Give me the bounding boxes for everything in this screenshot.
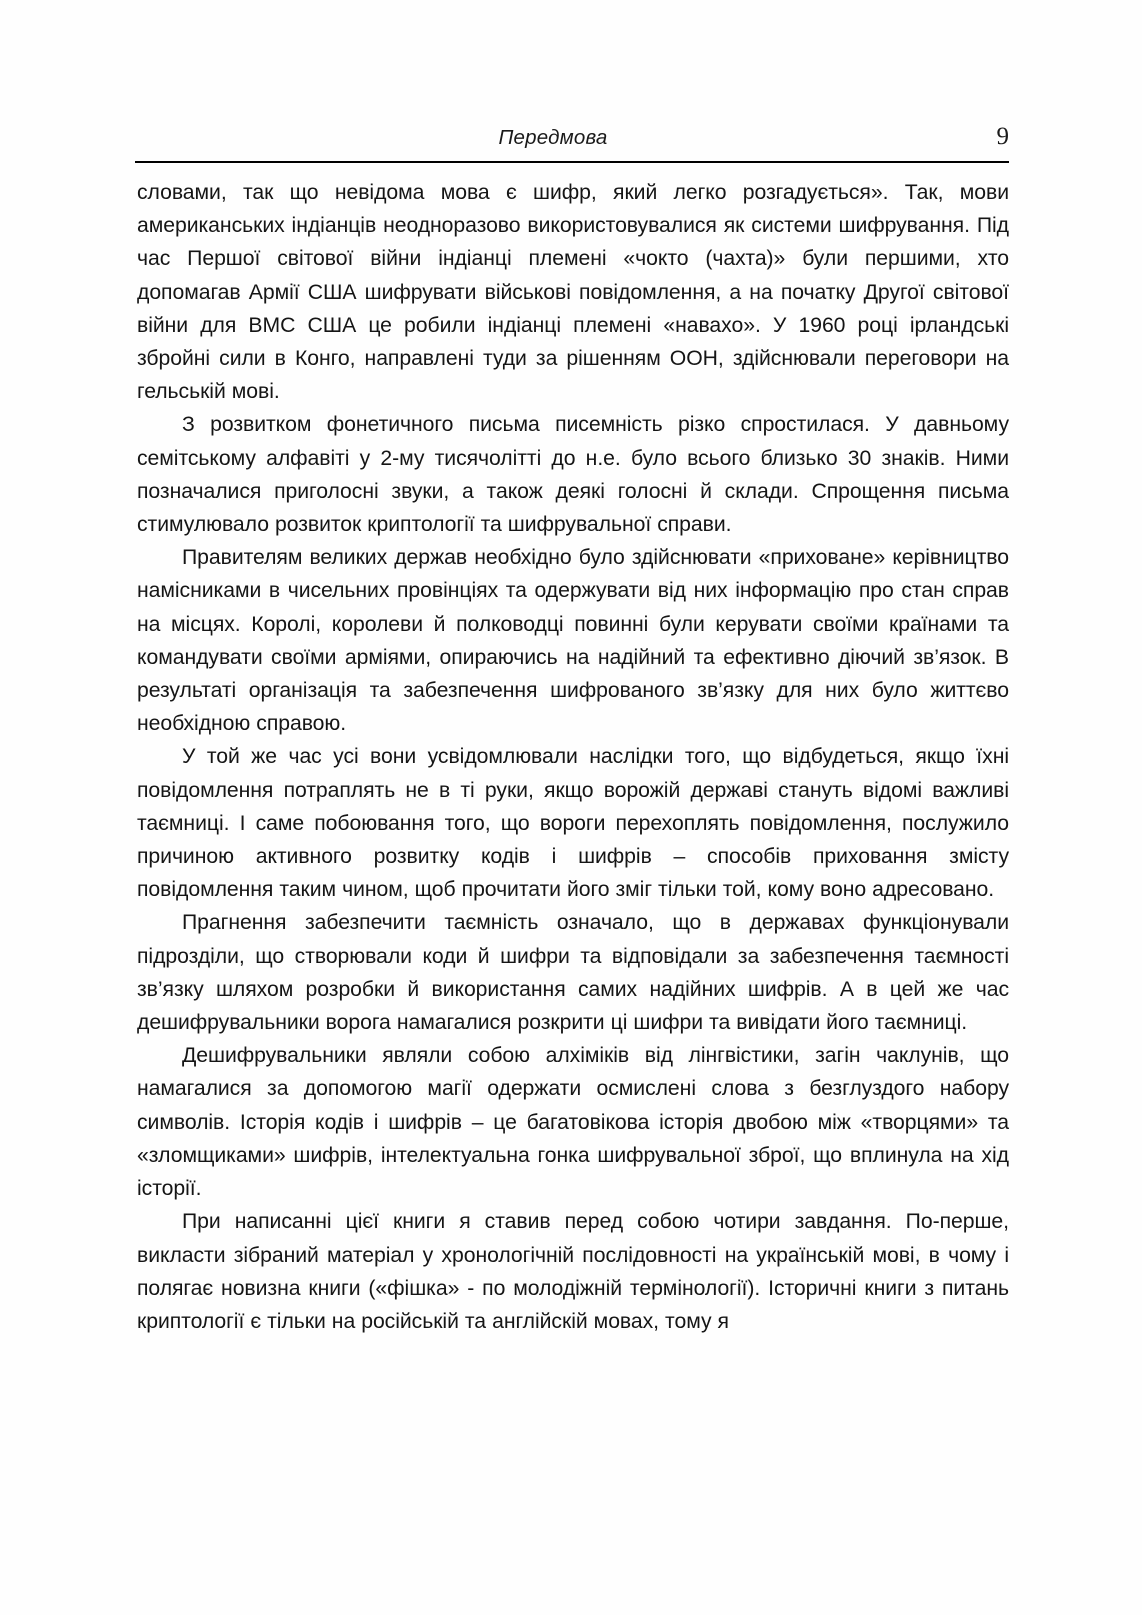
header-divider bbox=[135, 161, 1009, 163]
page-number: 9 bbox=[996, 123, 1009, 150]
paragraph: словами, так що невідома мова є шифр, який легко розгадується». Так, мови американських індіанців неодноразово використовувалися як системи шифрування. Під час Першої світової війни індіанці племені «чокто (чахта)» були першими, хто допомагав Армії США шифрувати військові повідомлення, а на початку Другої світової війни для ВМС США це робили індіанці племені «навахо». У 1960 році ірландські збройні сили в Конго, направлені туди за рішенням ООН, здійснювали переговори на гельській мові. bbox=[137, 181, 1009, 404]
running-head: Передмова bbox=[498, 126, 608, 149]
paragraph: З розвитком фонетичного письма писемність різко спростилася. У давньому семітському алфавіті у 2-му тисячолітті до н.е. було всього близько 30 знаків. Ними позначалися приголосні звуки, а також деякі голосні й склади. Спрощення письма стимулювало розвиток криптології та шифрувальної справи. bbox=[137, 413, 1009, 537]
paragraph: Прагнення забезпечити таємність означало, що в державах функціонували підрозділи, що створювали коди й шифри та відповідали за забезпечення таємності зв’язку шляхом розробки й використання самих надійних шифрів. А в цей же час дешифрувальники ворога намагалися розкрити ці шифри та вивідати його таємниці. bbox=[137, 911, 1009, 1035]
paragraph: При написанні цієї книги я ставив перед собою чотири завдання. По-перше, викласти зібраний матеріал у хронологічній послідовності на українській мові, в чому і полягає новизна книги («фішка» - по молодіжній термінології). Історичні книги з питань криптології є тільки на російській та англійскій мовах, тому я bbox=[137, 1210, 1009, 1333]
paragraph: Дешифрувальники являли собою алхіміків від лінгвістики, загін чаклунів, що намагалися за допомогою магії одержати осмислені слова з безглуздого набору символів. Історія кодів і шифрів – це багатовікова історія двобою між «творцями» та «зломщиками» шифрів, інтелектуальна гонка шифрувальної зброї, що вплинула на хід історії. bbox=[137, 1044, 1009, 1201]
paragraph: У той же час усі вони усвідомлювали наслідки того, що відбудеться, якщо їхні повідомлення потраплять не в ті руки, якщо ворожій державі стануть відомі важливі таємниці. І саме побоювання того, що вороги перехоплять повідомлення, послужило причиною активного розвитку кодів і шифрів – способів приховання змісту повідомлення таким чином, щоб прочитати його зміг тільки той, кому воно адресовано. bbox=[137, 745, 1009, 902]
page-header bbox=[135, 123, 1009, 160]
body-text bbox=[137, 176, 1009, 1338]
paragraph: Правителям великих держав необхідно було здійснювати «приховане» керівництво намісниками в чисельних провінціях та одержувати від них інформацію про стан справ на місцях. Королі, королеви й полководці повинні були керувати своїми країнами та командувати своїми арміями, опираючись на надійний та ефективно діючий зв’язок. В результаті організація та забезпечення шифрованого зв’язку для них було життєво необхідною справою. bbox=[137, 546, 1009, 736]
